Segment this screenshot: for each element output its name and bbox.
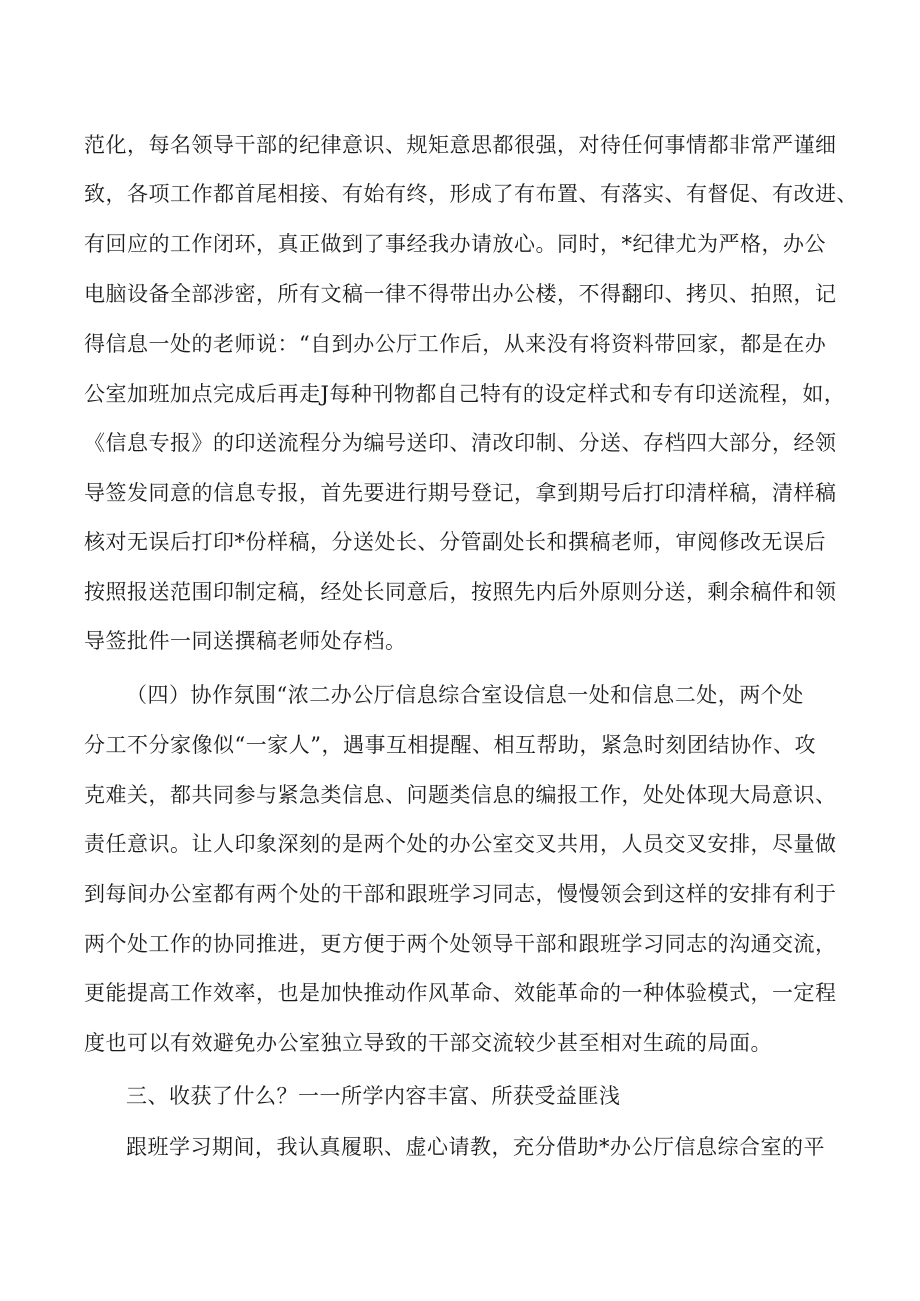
text-line: 导签批件一同送撰稿老师处存档。 <box>84 629 407 653</box>
text-line: 核对无误后打印*份样稿，分送处长、分管副处长和撰稿老师，审阅修改无误后 <box>84 530 826 554</box>
section-heading: 三、收获了什么？一一所学内容丰富、所获受益匪浅 <box>126 1084 621 1108</box>
text-line: 致，各项工作都首尾相接、有始有终，形成了有布置、有落实、有督促、有改进、 <box>84 182 858 206</box>
text-line: 有回应的工作闭环，真正做到了事经我办请放心。同时，*纪律尤为严格，办公 <box>84 232 826 256</box>
text-line: 电脑设备全部涉密，所有文稿一律不得带出办公楼，不得翻印、拷贝、拍照，记 <box>84 282 837 306</box>
text-line: 两个处工作的协同推进，更方便于两个处领导干部和跟班学习同志的沟通交流， <box>84 932 837 956</box>
text-line: 范化，每名领导干部的纪律意识、规矩意思都很强，对待任何事情都非常严谨细 <box>84 133 837 157</box>
text-line: 按照报送范围印制定稿，经处长同意后，按照先内后外原则分送，剩余稿件和领 <box>84 580 837 604</box>
text-line: 分工不分家像似“一家人”，遇事互相提醒、相互帮助，紧急时刻团结协作、攻 <box>84 733 816 757</box>
text-line: 度也可以有效避免办公室独立导致的干部交流较少甚至相对生疏的局面。 <box>84 1031 772 1055</box>
text-line: 到每间办公室都有两个处的干部和跟班学习同志，慢慢领会到这样的安排有利于 <box>84 882 837 906</box>
text-line: 更能提高工作效率，也是加快推动作风革命、效能革命的一种体验模式，一定程 <box>84 981 837 1005</box>
paragraph-first-line: 跟班学习期间，我认真履职、虚心请教，充分借助*办公厅信息综合室的平 <box>126 1135 825 1159</box>
text-line: 得信息一处的老师说：“自到办公厅工作后，从来没有将资料带回家，都是在办 <box>84 332 827 356</box>
paragraph-first-line: （四）协作氛围“浓二办公厅信息综合室设信息一处和信息二处，两个处 <box>126 683 804 707</box>
text-line: 克难关，都共同参与紧急类信息、问题类信息的编报工作，处处体现大局意识、 <box>84 783 837 807</box>
text-line: 导签发同意的信息专报，首先要进行期号登记，拿到期号后打印清样稿，清样稿 <box>84 481 837 505</box>
text-line: 责任意识。让人印象深刻的是两个处的办公室交叉共用，人员交叉安排，尽量做 <box>84 832 837 856</box>
text-line: 《信息专报》的印送流程分为编号送印、清改印制、分送、存档四大部分，经领 <box>84 431 837 455</box>
text-line: 公室加班加点完成后再走J每种刊物都自己特有的设定样式和专有印送流程，如， <box>84 382 846 406</box>
